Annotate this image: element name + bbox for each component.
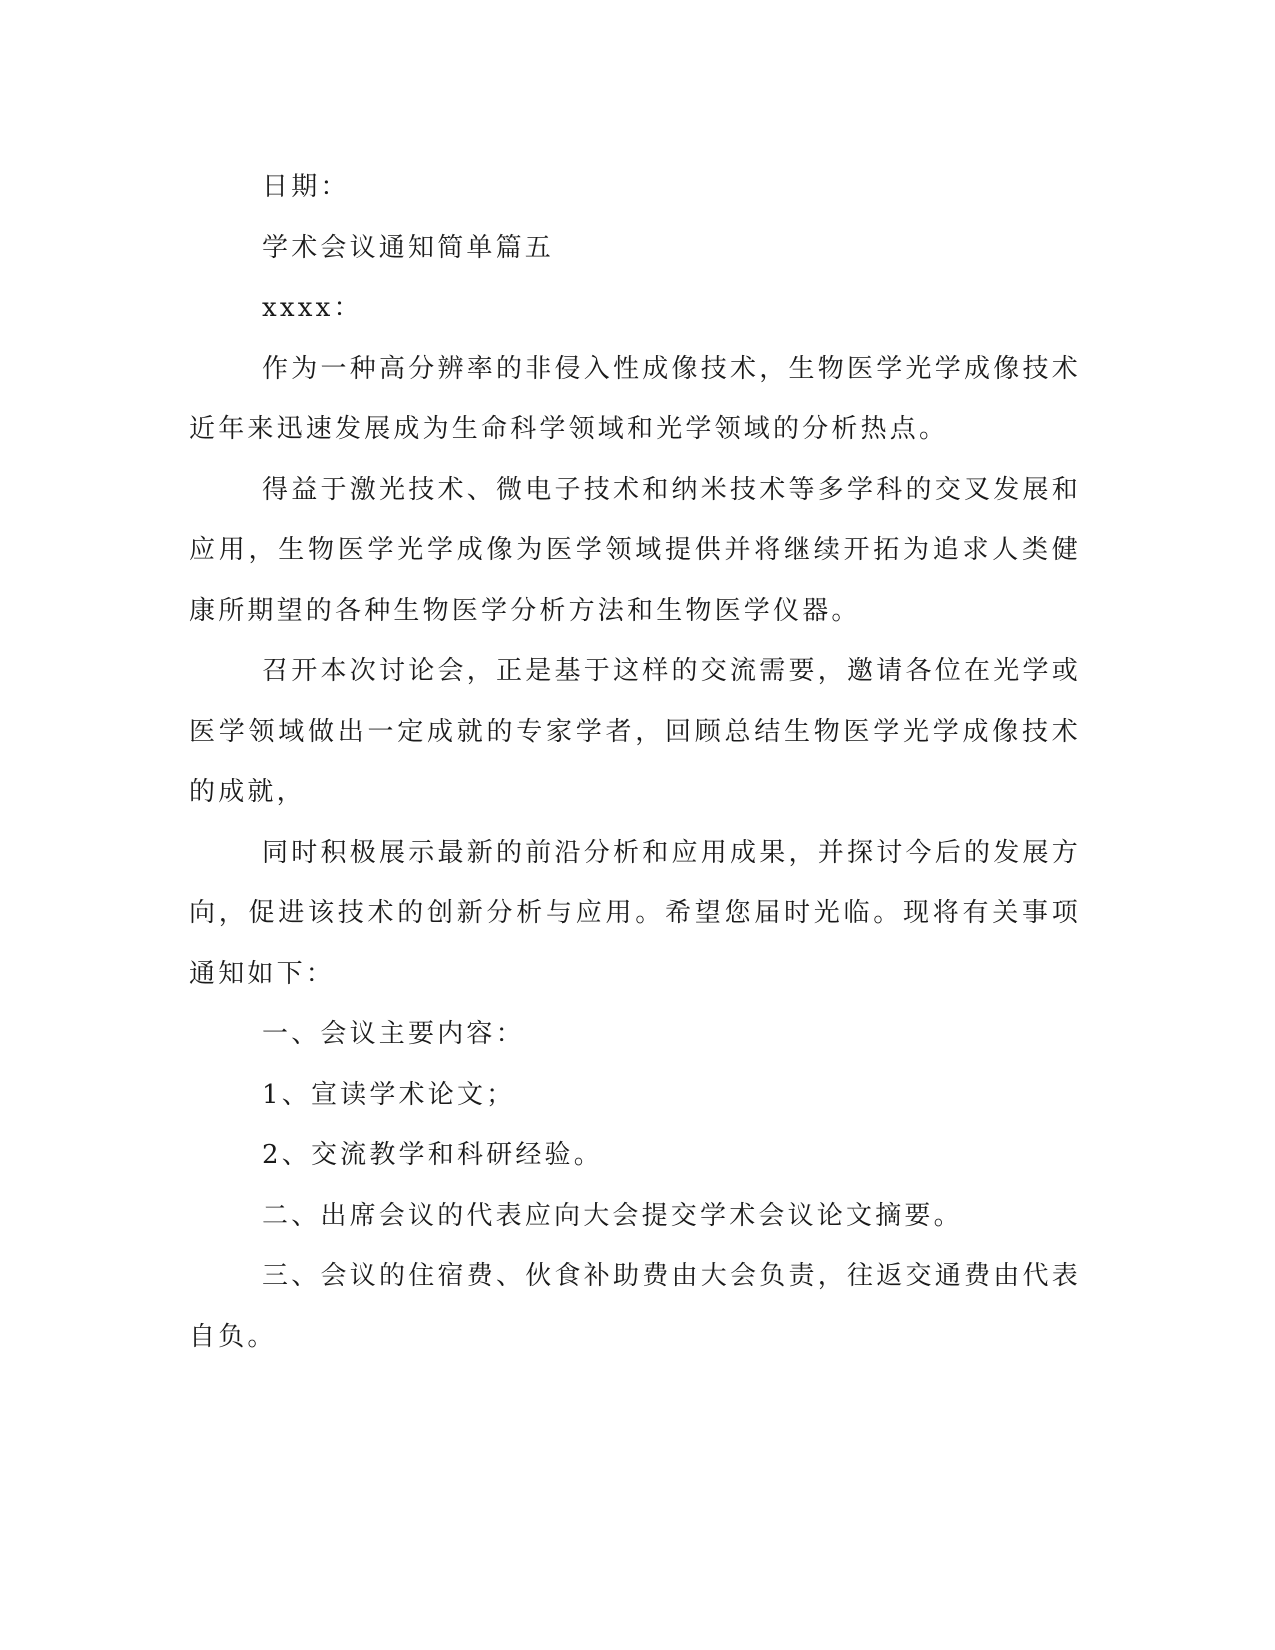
list-item: 2、交流教学和科研经验。 bbox=[262, 1140, 603, 1170]
background-paragraph: 得益于激光技术、微电子技术和纳米技术等多学科的交叉发展和应用，生物医学光学成像为医学领域提供并将继续开拓为追求人类健康所期望的各种生物医学分析方法和生物医学仪器。 bbox=[189, 474, 1081, 626]
date-line: 日期： bbox=[262, 172, 350, 202]
intro-paragraph: 作为一种高分辨率的非侵入性成像技术，生物医学光学成像技术近年来迅速发展成为生命科学领域和光学领域的分析热点。 bbox=[189, 353, 1081, 444]
item-heading-3: 三、会议的住宿费、伙食补助费由大会负责，往返交通费由代表自负。 bbox=[189, 1261, 1081, 1352]
purpose-paragraph: 召开本次讨论会，正是基于这样的交流需要，邀请各位在光学或医学领域做出一定成就的专家学者，回顾总结生物医学光学成像技术的成就， bbox=[189, 656, 1081, 807]
section-title: 学术会议通知简单篇五 bbox=[262, 232, 555, 263]
invitation-paragraph: 同时积极展示最新的前沿分析和应用成果，并探讨今后的发展方向，促进该技术的创新分析与应用。希望您届时光临。现将有关事项通知如下： bbox=[189, 837, 1081, 989]
item-heading-1: 一、会议主要内容： bbox=[262, 1019, 525, 1049]
item-heading-2: 二、出席会议的代表应向大会提交学术会议论文摘要。 bbox=[262, 1200, 963, 1231]
document-body bbox=[189, 157, 1081, 1367]
salutation: xxxx： bbox=[262, 293, 363, 323]
list-item: 1、宣读学术论文； bbox=[262, 1079, 516, 1110]
